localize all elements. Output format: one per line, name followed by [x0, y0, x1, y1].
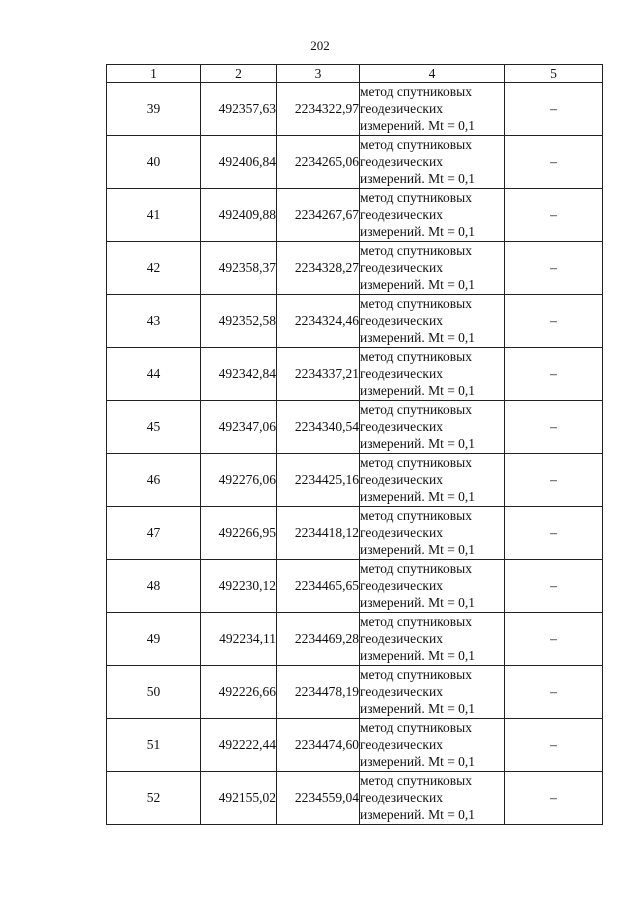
coordinate-x: 492358,37 [201, 242, 277, 295]
coordinate-y: 2234425,16 [277, 454, 360, 507]
method-description [360, 136, 505, 189]
point-number: 51 [107, 719, 201, 772]
table-header-row [107, 65, 603, 83]
method-line: измерений. Mt = 0,1 [360, 383, 476, 398]
coordinate-x: 492266,95 [201, 507, 277, 560]
method-line: измерений. Mt = 0,1 [360, 754, 476, 769]
method-description [360, 719, 505, 772]
point-number: 49 [107, 613, 201, 666]
method-description [360, 348, 505, 401]
point-number: 40 [107, 136, 201, 189]
table-body [107, 83, 603, 825]
coordinate-y: 2234265,06 [277, 136, 360, 189]
table-row [107, 507, 603, 560]
coordinate-y: 2234474,60 [277, 719, 360, 772]
method-line: измерений. Mt = 0,1 [360, 595, 476, 610]
method-description [360, 772, 505, 825]
method-line: геодезических [360, 366, 443, 381]
page-number: 202 [310, 38, 330, 53]
coordinate-x: 492342,84 [201, 348, 277, 401]
method-line: геодезических [360, 472, 443, 487]
coordinate-y: 2234337,21 [277, 348, 360, 401]
column-5-value: – [505, 772, 603, 825]
coordinate-y: 2234322,97 [277, 83, 360, 136]
method-line: измерений. Mt = 0,1 [360, 542, 476, 557]
coordinate-y: 2234328,27 [277, 242, 360, 295]
coordinate-x: 492226,66 [201, 666, 277, 719]
method-line: метод спутниковых [360, 190, 472, 205]
method-description [360, 507, 505, 560]
column-5-value: – [505, 613, 603, 666]
coordinate-x: 492230,12 [201, 560, 277, 613]
coordinate-x: 492409,88 [201, 189, 277, 242]
table-row [107, 242, 603, 295]
coordinate-y: 2234478,19 [277, 666, 360, 719]
method-line: метод спутниковых [360, 614, 472, 629]
method-description [360, 454, 505, 507]
method-line: измерений. Mt = 0,1 [360, 171, 476, 186]
method-line: измерений. Mt = 0,1 [360, 648, 476, 663]
column-5-value: – [505, 454, 603, 507]
method-description [360, 83, 505, 136]
method-description [360, 189, 505, 242]
method-line: метод спутниковых [360, 243, 472, 258]
table-row [107, 560, 603, 613]
column-header-5: 5 [505, 65, 603, 83]
method-description [360, 560, 505, 613]
table-row [107, 666, 603, 719]
column-5-value: – [505, 242, 603, 295]
table-row [107, 136, 603, 189]
method-line: измерений. Mt = 0,1 [360, 330, 476, 345]
method-line: измерений. Mt = 0,1 [360, 807, 476, 822]
method-line: измерений. Mt = 0,1 [360, 436, 476, 451]
method-description [360, 666, 505, 719]
table-row [107, 772, 603, 825]
point-number: 52 [107, 772, 201, 825]
column-5-value: – [505, 401, 603, 454]
method-line: метод спутниковых [360, 720, 472, 735]
method-line: геодезических [360, 684, 443, 699]
method-line: метод спутниковых [360, 455, 472, 470]
method-description [360, 242, 505, 295]
method-description [360, 295, 505, 348]
column-header-3: 3 [277, 65, 360, 83]
method-line: геодезических [360, 419, 443, 434]
coordinate-x: 492347,06 [201, 401, 277, 454]
method-description [360, 613, 505, 666]
point-number: 45 [107, 401, 201, 454]
point-number: 39 [107, 83, 201, 136]
column-header-2: 2 [201, 65, 277, 83]
coordinate-x: 492222,44 [201, 719, 277, 772]
column-5-value: – [505, 348, 603, 401]
column-5-value: – [505, 189, 603, 242]
column-5-value: – [505, 83, 603, 136]
table-row [107, 401, 603, 454]
method-line: метод спутниковых [360, 84, 472, 99]
method-line: геодезических [360, 260, 443, 275]
coordinate-x: 492406,84 [201, 136, 277, 189]
column-5-value: – [505, 560, 603, 613]
method-line: метод спутниковых [360, 296, 472, 311]
method-line: измерений. Mt = 0,1 [360, 701, 476, 716]
column-5-value: – [505, 136, 603, 189]
method-line: геодезических [360, 631, 443, 646]
coordinate-x: 492276,06 [201, 454, 277, 507]
column-5-value: – [505, 507, 603, 560]
method-line: измерений. Mt = 0,1 [360, 277, 476, 292]
table-row [107, 719, 603, 772]
point-number: 48 [107, 560, 201, 613]
coordinate-y: 2234267,67 [277, 189, 360, 242]
table-row [107, 454, 603, 507]
coordinate-y: 2234559,04 [277, 772, 360, 825]
method-description [360, 401, 505, 454]
column-5-value: – [505, 666, 603, 719]
coordinate-y: 2234465,65 [277, 560, 360, 613]
table-row [107, 613, 603, 666]
method-line: геодезических [360, 154, 443, 169]
table-row [107, 295, 603, 348]
method-line: геодезических [360, 313, 443, 328]
table-row [107, 189, 603, 242]
coordinates-table [106, 64, 603, 825]
column-header-4: 4 [360, 65, 505, 83]
coordinate-x: 492234,11 [201, 613, 277, 666]
coordinate-y: 2234340,54 [277, 401, 360, 454]
method-line: геодезических [360, 101, 443, 116]
point-number: 50 [107, 666, 201, 719]
table-row [107, 83, 603, 136]
method-line: измерений. Mt = 0,1 [360, 489, 476, 504]
method-line: метод спутниковых [360, 349, 472, 364]
point-number: 47 [107, 507, 201, 560]
method-line: измерений. Mt = 0,1 [360, 224, 476, 239]
method-line: измерений. Mt = 0,1 [360, 118, 476, 133]
method-line: метод спутниковых [360, 561, 472, 576]
table-row [107, 348, 603, 401]
coordinate-y: 2234469,28 [277, 613, 360, 666]
method-line: геодезических [360, 207, 443, 222]
column-5-value: – [505, 295, 603, 348]
coordinate-y: 2234418,12 [277, 507, 360, 560]
coordinate-x: 492352,58 [201, 295, 277, 348]
coordinate-y: 2234324,46 [277, 295, 360, 348]
method-line: геодезических [360, 737, 443, 752]
point-number: 41 [107, 189, 201, 242]
point-number: 43 [107, 295, 201, 348]
method-line: метод спутниковых [360, 508, 472, 523]
column-header-1: 1 [107, 65, 201, 83]
coordinate-x: 492357,63 [201, 83, 277, 136]
point-number: 46 [107, 454, 201, 507]
coordinate-x: 492155,02 [201, 772, 277, 825]
point-number: 42 [107, 242, 201, 295]
method-line: метод спутниковых [360, 402, 472, 417]
method-line: метод спутниковых [360, 773, 472, 788]
column-5-value: – [505, 719, 603, 772]
method-line: геодезических [360, 578, 443, 593]
method-line: геодезических [360, 525, 443, 540]
method-line: метод спутниковых [360, 667, 472, 682]
point-number: 44 [107, 348, 201, 401]
method-line: геодезических [360, 790, 443, 805]
method-line: метод спутниковых [360, 137, 472, 152]
